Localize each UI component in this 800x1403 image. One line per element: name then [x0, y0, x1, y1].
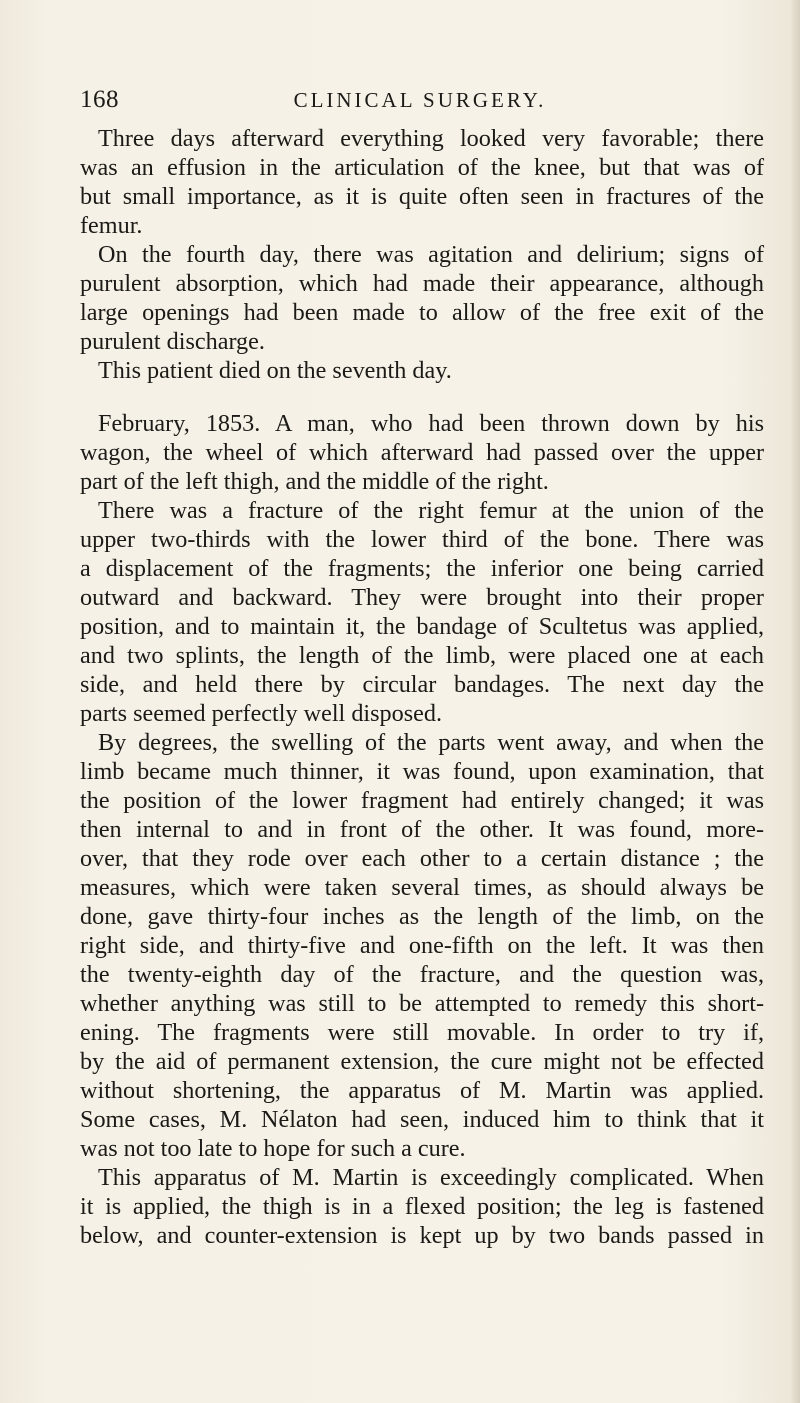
text-line: but small importance, as it is quite often seen in fractures of the	[80, 183, 764, 210]
text-line: large openings had been made to allow of the free exit of the	[80, 299, 764, 326]
text-line: was an effusion in the articulation of the knee, but that was of	[80, 154, 764, 181]
text-line: There was a fracture of the right femur at the union of the	[98, 497, 764, 524]
text-line: position, and to maintain it, the bandage of Scultetus was applied,	[80, 613, 764, 640]
page-edge-shadow	[790, 0, 800, 1403]
text-line: This apparatus of M. Martin is exceedingly complicated. When	[98, 1164, 764, 1191]
text-line: by the aid of permanent extension, the cure might not be effected	[80, 1048, 764, 1075]
text-line: femur.	[80, 212, 143, 239]
text-line: ening. The fragments were still movable. In order to try if,	[80, 1019, 764, 1046]
body-text	[80, 124, 764, 1250]
text-line: measures, which were taken several times, as should always be	[80, 874, 764, 901]
text-line: limb became much thinner, it was found, upon examination, that	[80, 758, 764, 785]
text-line: This patient died on the seventh day.	[98, 357, 452, 384]
text-line: the position of the lower fragment had entirely changed; it was	[80, 787, 764, 814]
text-line: Three days afterward everything looked very favorable; there	[98, 125, 764, 152]
text-line: Some cases, M. Nélaton had seen, induced him to think that it	[80, 1106, 764, 1133]
text-line: below, and counter-extension is kept up by two bands passed in	[80, 1222, 764, 1249]
text-line: purulent discharge.	[80, 328, 265, 355]
text-line: over, that they rode over each other to a certain distance ; the	[80, 845, 764, 872]
text-line: By degrees, the swelling of the parts went away, and when the	[98, 729, 764, 756]
text-line: wagon, the wheel of which afterward had passed over the upper	[80, 439, 764, 466]
page-header	[80, 86, 760, 120]
text-line: parts seemed perfectly well disposed.	[80, 700, 443, 727]
text-line: On the fourth day, there was agitation and delirium; signs of	[98, 241, 764, 268]
text-line: right side, and thirty-five and one-fifth on the left. It was then	[80, 932, 764, 959]
text-line: the twenty-eighth day of the fracture, and the question was,	[80, 961, 764, 988]
text-line: side, and held there by circular bandages. The next day the	[80, 671, 764, 698]
text-line: without shortening, the apparatus of M. Martin was applied.	[80, 1077, 764, 1104]
running-head: CLINICAL SURGERY.	[293, 88, 547, 112]
text-line: then internal to and in front of the other. It was found, more-	[80, 816, 764, 843]
text-line: outward and backward. They were brought into their proper	[80, 584, 764, 611]
text-line: it is applied, the thigh is in a flexed position; the leg is fastened	[80, 1193, 764, 1220]
text-line: done, gave thirty-four inches as the length of the limb, on the	[80, 903, 764, 930]
paragraph-gap	[80, 385, 764, 409]
text-line: whether anything was still to be attempted to remedy this short-	[80, 990, 764, 1017]
page-number: 168	[80, 86, 119, 113]
text-line: part of the left thigh, and the middle of the right.	[80, 468, 549, 495]
text-line: a displacement of the fragments; the inferior one being carried	[80, 555, 764, 582]
text-line: purulent absorption, which had made their appearance, although	[80, 270, 764, 297]
text-line: February, 1853. A man, who had been thrown down by his	[98, 410, 764, 437]
text-line: upper two-thirds with the lower third of the bone. There was	[80, 526, 764, 553]
text-line: was not too late to hope for such a cure.	[80, 1135, 466, 1162]
text-line: and two splints, the length of the limb, were placed one at each	[80, 642, 764, 669]
